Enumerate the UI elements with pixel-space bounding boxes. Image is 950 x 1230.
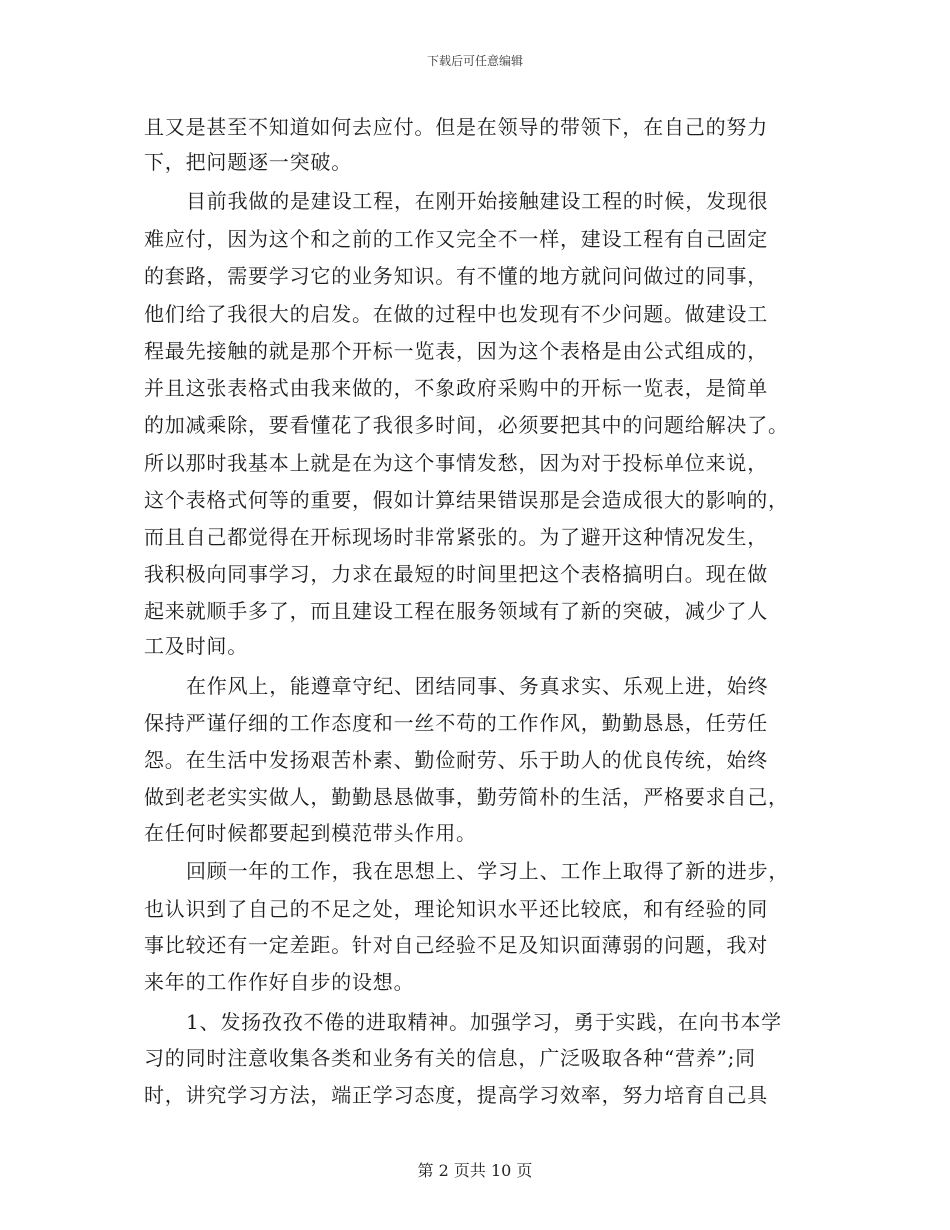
text-line: 下，把问题逐一突破。 bbox=[144, 150, 352, 174]
text-line: 他们给了我很大的启发。在做的过程中也发现有不少问题。做建设工 bbox=[144, 302, 768, 326]
paragraph-start-line: 回顾一年的工作，我在思想上、学习上、工作上取得了新的进步， bbox=[186, 859, 790, 883]
text-line: 程最先接触的就是那个开标一览表，因为这个表格是由公式组成的， bbox=[144, 339, 768, 363]
text-line: 并且这张表格式由我来做的，不象政府采购中的开标一览表，是简单 bbox=[144, 376, 768, 400]
text-line: 在任何时候都要起到模范带头作用。 bbox=[144, 821, 477, 845]
text-line: 且又是甚至不知道如何去应付。但是在领导的带领下，在自己的努力 bbox=[144, 115, 768, 139]
text-line: 怨。在生活中发扬艰苦朴素、勤俭耐劳、乐于助人的优良传统，始终 bbox=[144, 748, 768, 772]
text-line: 保持严谨仔细的工作态度和一丝不苟的工作作风，勤勤恳恳，任劳任 bbox=[144, 711, 768, 735]
text-line: 来年的工作作好自步的设想。 bbox=[144, 970, 415, 994]
paragraph-start-line: 1、发扬孜孜不倦的进取精神。加强学习，勇于实践，在向书本学 bbox=[186, 1010, 782, 1034]
text-line: 所以那时我基本上就是在为这个事情发愁，因为对于投标单位来说， bbox=[144, 451, 768, 475]
text-line: 这个表格式何等的重要，假如计算结果错误那是会造成很大的影响的， bbox=[144, 488, 789, 512]
page-header: 下载后可任意编辑 bbox=[426, 54, 523, 68]
text-line: 难应付，因为这个和之前的工作又完全不一样，建设工程有自己固定 bbox=[144, 227, 768, 251]
paragraph-start-line: 目前我做的是建设工程，在刚开始接触建设工程的时候，发现很 bbox=[186, 189, 769, 213]
text-line: 做到老老实实做人，勤勤恳恳做事，勤劳简朴的生活，严格要求自己， bbox=[144, 785, 789, 809]
text-line: 事比较还有一定差距。针对自己经验不足及知识面薄弱的问题，我对 bbox=[144, 933, 768, 957]
text-line: 时，讲究学习方法，端正学习态度，提高学习效率，努力培育自己具 bbox=[144, 1083, 768, 1107]
text-line: 的加减乘除，要看懂花了我很多时间，必须要把其中的问题给解决了。 bbox=[144, 413, 789, 437]
text-line: 我积极向同事学习，力求在最短的时间里把这个表格搞明白。现在做 bbox=[144, 562, 768, 586]
text-line: 起来就顺手多了，而且建设工程在服务领域有了新的突破，减少了人 bbox=[144, 599, 768, 623]
paragraph-start-line: 在作风上，能遵章守纪、团结同事、务真求实、乐观上进，始终 bbox=[186, 674, 769, 698]
page-number-footer: 第 2 页共 10 页 bbox=[417, 1161, 533, 1180]
text-line: 也认识到了自己的不足之处，理论知识水平还比较底，和有经验的同 bbox=[144, 897, 768, 921]
text-line: 而且自己都觉得在开标现场时非常紧张的。为了避开这种情况发生， bbox=[144, 525, 768, 549]
text-line: 工及时间。 bbox=[144, 634, 248, 658]
text-line: 的套路，需要学习它的业务知识。有不懂的地方就问问做过的同事， bbox=[144, 264, 768, 288]
text-line: 习的同时注意收集各类和业务有关的信息，广泛吸取各种“营养”;同 bbox=[144, 1046, 756, 1070]
